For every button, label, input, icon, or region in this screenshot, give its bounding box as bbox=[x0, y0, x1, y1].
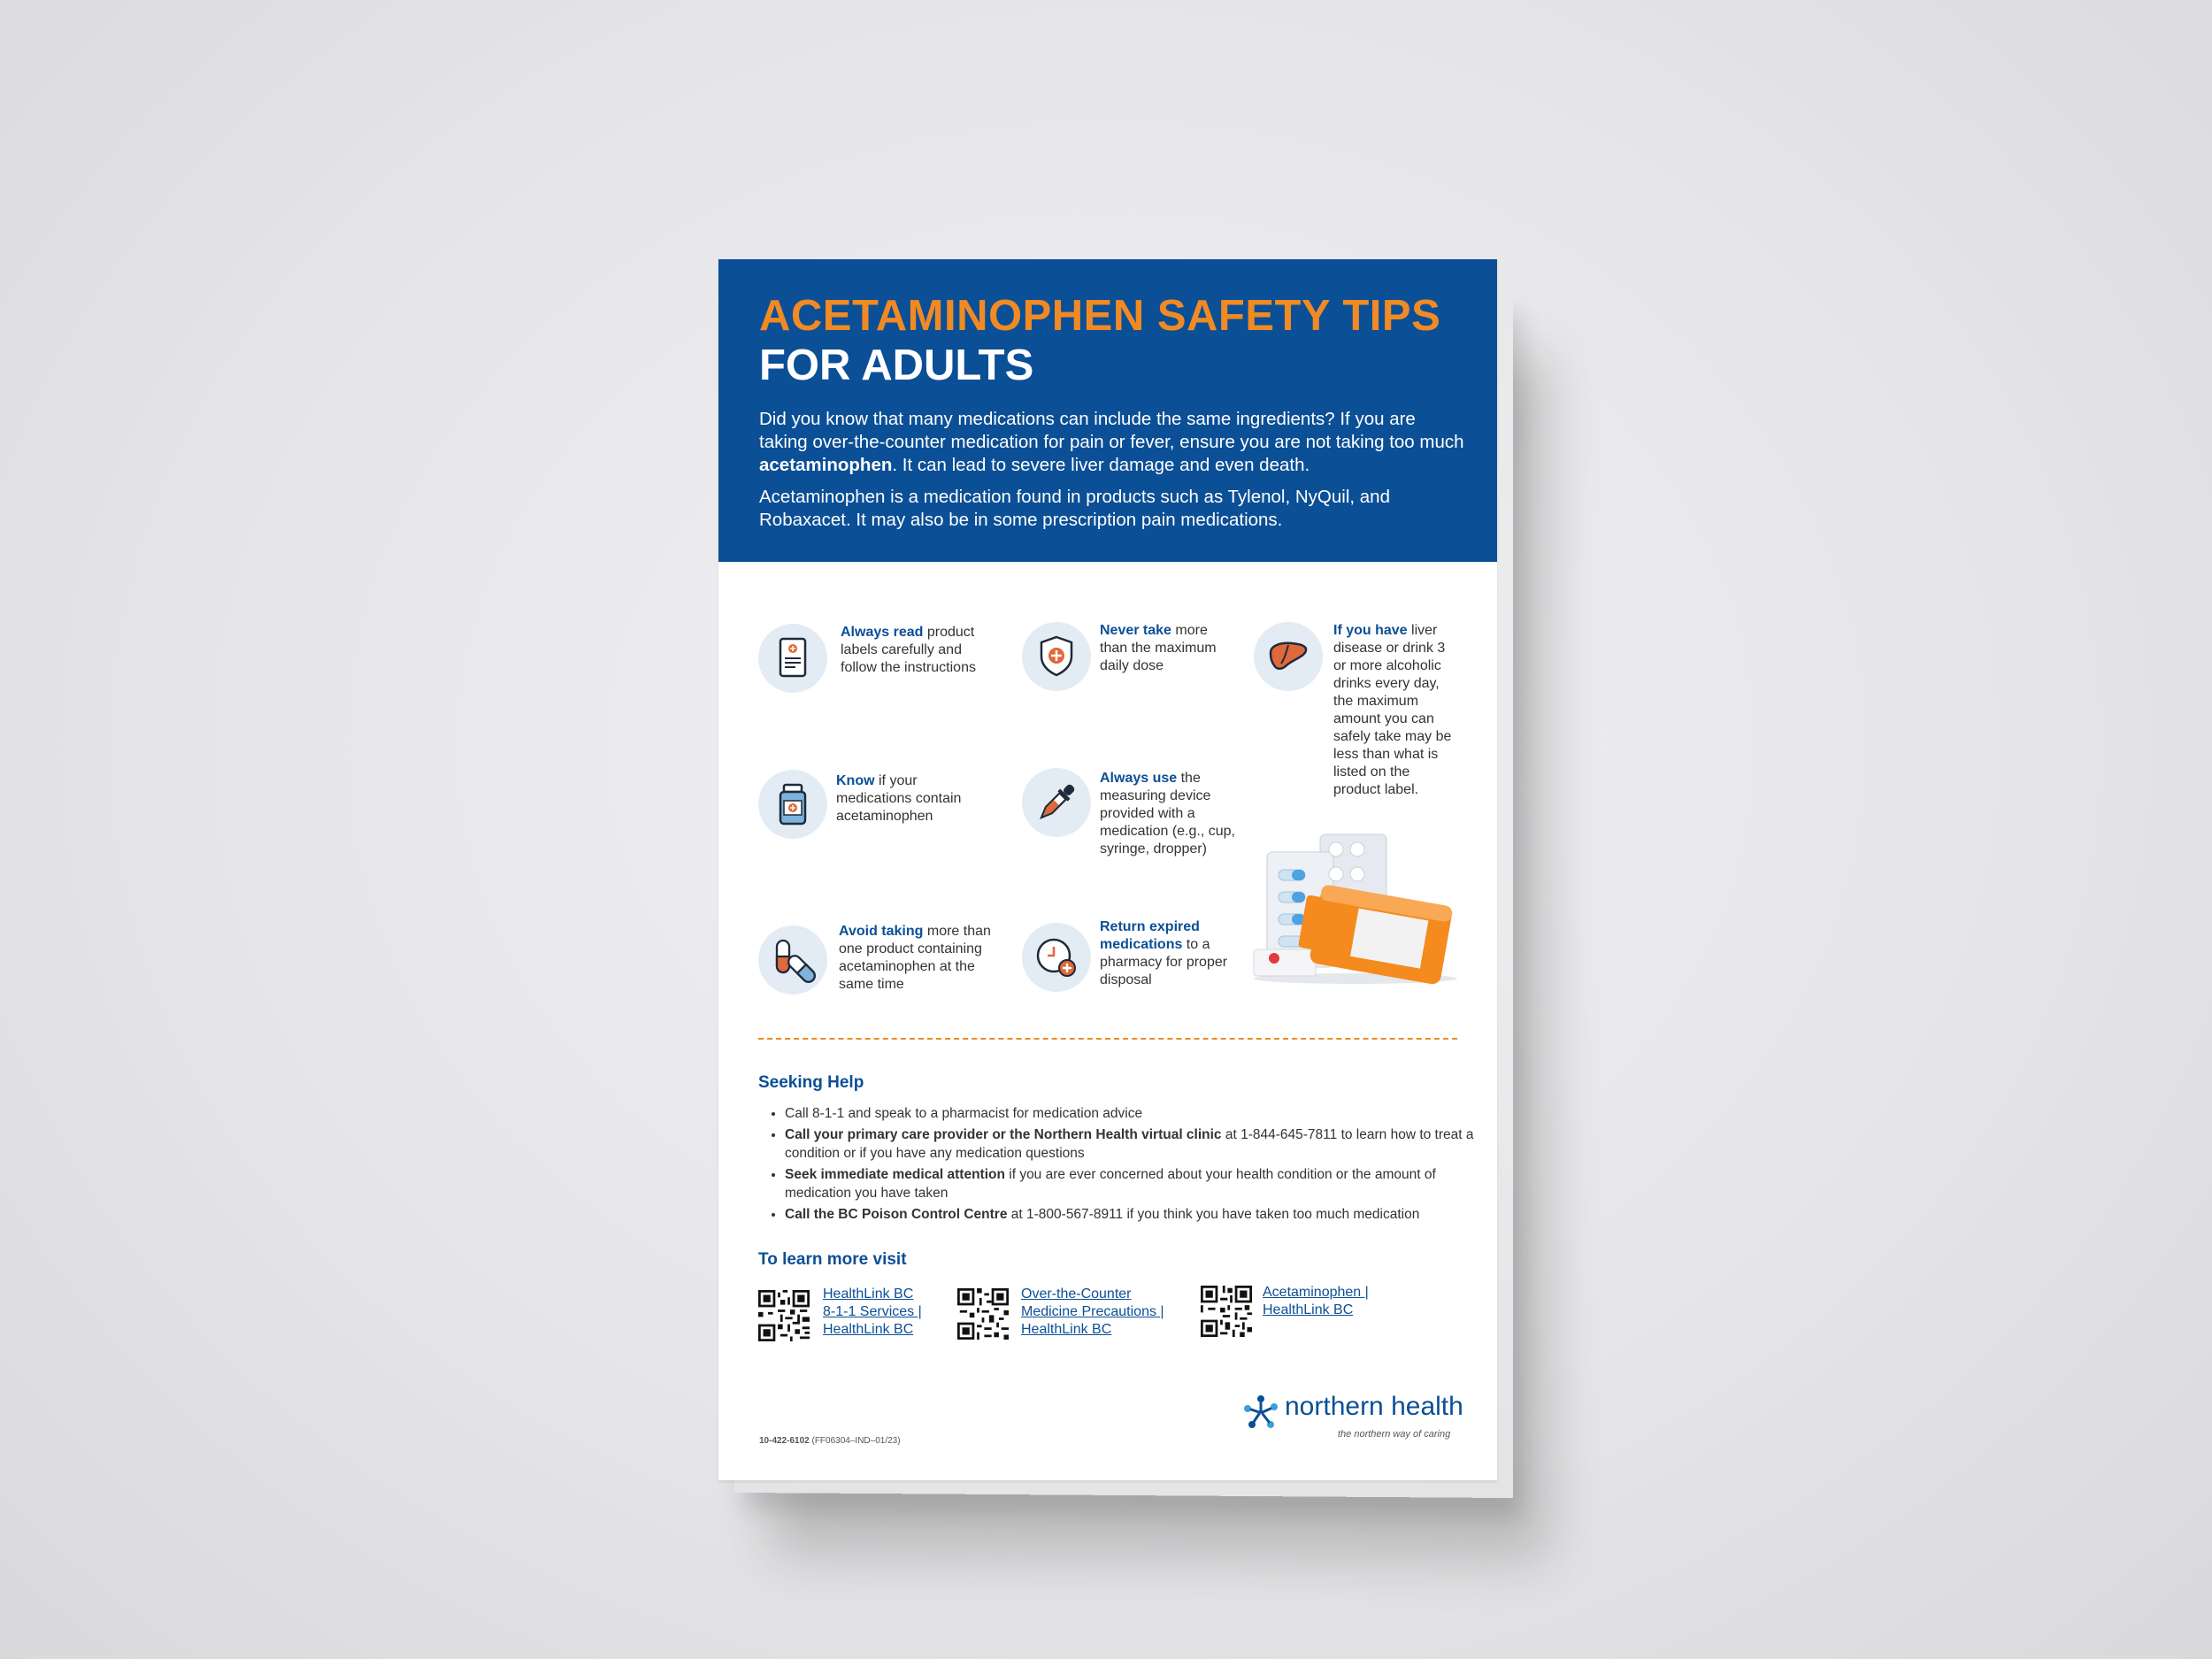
tip-always-use bbox=[1100, 770, 1241, 858]
qr-code-icon[interactable] bbox=[758, 1290, 810, 1341]
label-document-icon bbox=[758, 624, 827, 693]
tip-bold: If you have bbox=[1333, 623, 1408, 638]
tip-if-you-have bbox=[1333, 622, 1457, 799]
tip-bold: Always use bbox=[1100, 771, 1178, 786]
tip-know bbox=[836, 772, 982, 826]
help-item bbox=[785, 1104, 1484, 1123]
poster-header bbox=[718, 259, 1497, 562]
link-line: HealthLink BC bbox=[823, 1286, 914, 1302]
link-line: Medicine Precautions | bbox=[1021, 1304, 1164, 1319]
poster-title-line1: ACETAMINOPHEN SAFETY TIPS bbox=[759, 292, 1441, 340]
link-otc-precautions[interactable] bbox=[1021, 1286, 1164, 1339]
tip-bold: Always read bbox=[841, 625, 924, 640]
help-item-text: at 1-800-567-8911 if you think you have taken too much medication bbox=[1007, 1207, 1420, 1222]
intro-p1-bold: acetaminophen bbox=[759, 455, 893, 475]
logo-tagline: the northern way of caring bbox=[1338, 1429, 1451, 1440]
link-line: HealthLink BC bbox=[1263, 1302, 1354, 1317]
link-line: HealthLink BC bbox=[823, 1322, 914, 1337]
tip-text: more than one product containing acetaminophen at the same time bbox=[839, 924, 991, 992]
tip-always-read bbox=[841, 624, 978, 677]
liver-icon bbox=[1254, 622, 1323, 691]
help-item-bold: Call your primary care provider or the Northern Health virtual clinic bbox=[785, 1127, 1222, 1142]
northern-health-logo-icon bbox=[1239, 1389, 1283, 1433]
poster-sheet bbox=[718, 259, 1497, 1480]
help-item-bold: Call the BC Poison Control Centre bbox=[785, 1207, 1008, 1222]
qr-code-icon[interactable] bbox=[1201, 1286, 1252, 1337]
intro-paragraph-2: Acetaminophen is a medication found in products such as Tylenol, NyQuil, and Robaxacet. It may also be in some prescription pain medications. bbox=[759, 487, 1390, 530]
tip-text: if your medications contain acetaminophen bbox=[836, 773, 962, 824]
form-code-bold: 10-422-6102 bbox=[759, 1436, 810, 1446]
tip-text: liver disease or drink 3 or more alcoholic drinks every day, the maximum amount you can safely take may be less than what is listed on the product label. bbox=[1333, 623, 1452, 797]
tip-bold: Avoid taking bbox=[839, 924, 924, 939]
intro-paragraph-1 bbox=[759, 408, 1467, 477]
form-code-rest: (FF06304–IND–01/23) bbox=[809, 1436, 901, 1446]
link-line: Over-the-Counter bbox=[1021, 1286, 1132, 1302]
intro-p1-end: . It can lead to severe liver damage and even death. bbox=[892, 455, 1310, 475]
help-item bbox=[785, 1125, 1484, 1163]
tip-bold: Know bbox=[836, 773, 875, 788]
help-item bbox=[785, 1205, 1484, 1224]
capsules-icon bbox=[758, 926, 827, 995]
seeking-help-heading: Seeking Help bbox=[758, 1073, 864, 1092]
link-line: 8-1-1 Services | bbox=[823, 1304, 922, 1319]
pill-bottle-icon bbox=[758, 770, 827, 839]
learn-more-heading: To learn more visit bbox=[758, 1250, 907, 1269]
tip-never-take bbox=[1100, 622, 1233, 675]
qr-code-icon[interactable] bbox=[957, 1288, 1009, 1340]
help-item bbox=[785, 1165, 1484, 1202]
tip-text: more than the maximum daily dose bbox=[1100, 623, 1217, 673]
help-item-text: Call 8-1-1 and speak to a pharmacist for medication advice bbox=[785, 1106, 1143, 1121]
shield-icon bbox=[1022, 622, 1091, 691]
intro-text bbox=[759, 408, 1467, 541]
clock-return-icon bbox=[1022, 923, 1091, 992]
form-code bbox=[759, 1436, 901, 1446]
link-line: HealthLink BC bbox=[1021, 1322, 1112, 1337]
tip-avoid-taking bbox=[839, 923, 1011, 994]
link-acetaminophen[interactable] bbox=[1263, 1284, 1369, 1319]
help-item-text: if you are ever concerned about your health condition or the amount of medication you have taken bbox=[785, 1167, 1436, 1201]
logo-wordmark: northern health bbox=[1285, 1392, 1463, 1421]
tip-text: product labels carefully and follow the instructions bbox=[841, 625, 976, 675]
link-healthlink-811[interactable] bbox=[823, 1286, 922, 1339]
medication-illustration bbox=[1249, 830, 1462, 985]
seeking-help-list bbox=[758, 1104, 1484, 1226]
poster-title-line2: FOR ADULTS bbox=[759, 342, 1034, 389]
tip-text: to a pharmacy for proper disposal bbox=[1100, 937, 1228, 987]
section-divider bbox=[758, 1038, 1457, 1040]
tip-bold: Return expired medications bbox=[1100, 919, 1200, 952]
tip-bold: Never take bbox=[1100, 623, 1171, 638]
tip-text: the measuring device provided with a medication (e.g., cup, syringe, dropper) bbox=[1100, 771, 1235, 856]
dropper-icon bbox=[1022, 768, 1091, 837]
help-item-text: at 1-844-645-7811 to learn how to treat a condition or if you have any medication questions bbox=[785, 1127, 1474, 1161]
tip-return-expired bbox=[1100, 918, 1233, 989]
intro-p1-start: Did you know that many medications can include the same ingredients? If you are taking over-the-counter medication for pain or fever, ensure you are not taking too much bbox=[759, 409, 1464, 452]
help-item-bold: Seek immediate medical attention bbox=[785, 1167, 1005, 1182]
link-line: Acetaminophen | bbox=[1263, 1285, 1369, 1300]
